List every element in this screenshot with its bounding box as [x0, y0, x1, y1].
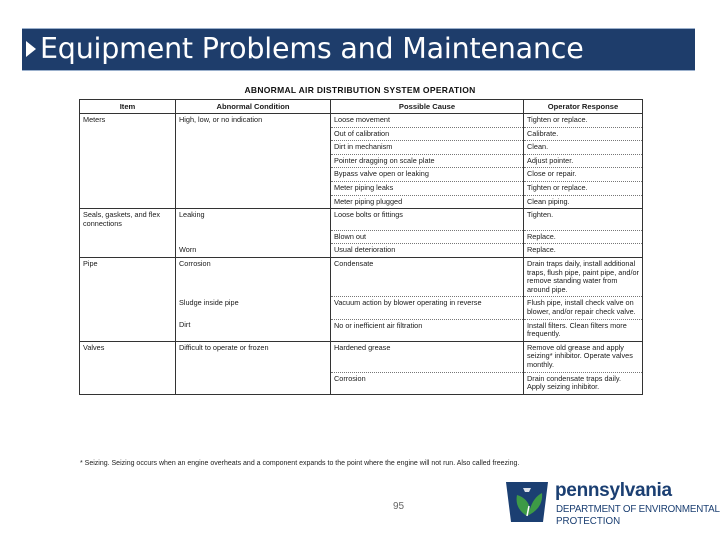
cell-cause: Meter piping leaks [331, 181, 524, 195]
table-row [80, 195, 643, 209]
cell-item [80, 195, 176, 209]
cell-condition [176, 127, 331, 141]
cell-response: Install filters. Clean filters more frequently. [524, 319, 643, 341]
logo-protection: PROTECTION [556, 516, 621, 527]
cell-cause: Corrosion [331, 372, 524, 394]
table-row [80, 114, 643, 128]
table-row [80, 209, 643, 231]
cell-condition: Leaking [176, 209, 331, 231]
keystone-leaf-icon [503, 478, 551, 526]
table-row [80, 230, 643, 244]
cell-response: Tighten or replace. [524, 114, 643, 128]
cell-condition [176, 230, 331, 244]
table-header-row [80, 100, 643, 114]
cell-response: Tighten or replace. [524, 181, 643, 195]
cell-item [80, 127, 176, 141]
logo-name: pennsylvania [555, 480, 672, 501]
table-row [80, 141, 643, 155]
header-operator-response: Operator Response [524, 100, 643, 114]
cell-cause: No or inefficient air filtration [331, 319, 524, 341]
cell-response: Drain condensate traps daily. Apply seizing inhibitor. [524, 372, 643, 394]
cell-response: Adjust pointer. [524, 154, 643, 168]
cell-response: Drain traps daily, install additional traps, flush pipe, paint pipe, and/or remove standing water from around pipe. [524, 258, 643, 297]
cell-condition: High, low, or no indication [176, 114, 331, 128]
cell-response: Replace. [524, 230, 643, 244]
cell-item [80, 181, 176, 195]
table-row [80, 154, 643, 168]
cell-item [80, 244, 176, 258]
maintenance-table [79, 99, 643, 395]
cell-cause: Meter piping plugged [331, 195, 524, 209]
table-row [80, 341, 643, 372]
cell-item [80, 372, 176, 394]
cell-cause: Blown out [331, 230, 524, 244]
cell-item [80, 319, 176, 341]
cell-response: Clean. [524, 141, 643, 155]
logo-department: DEPARTMENT OF ENVIRONMENTAL [556, 504, 720, 515]
header-possible-cause: Possible Cause [331, 100, 524, 114]
header-item: Item [80, 100, 176, 114]
table-row [80, 372, 643, 394]
cell-cause: Out of calibration [331, 127, 524, 141]
cell-condition [176, 195, 331, 209]
cell-cause: Pointer dragging on scale plate [331, 154, 524, 168]
table-row [80, 297, 643, 319]
cell-item: Seals, gaskets, and flex connections [80, 209, 176, 231]
cell-item [80, 297, 176, 319]
footnote: * Seizing. Seizing occurs when an engine overheats and a component expands to the point where the engine will not run. Also called freezing. [80, 460, 520, 467]
cell-cause: Usual deterioration [331, 244, 524, 258]
table-row [80, 168, 643, 182]
cell-item: Pipe [80, 258, 176, 297]
table-row [80, 127, 643, 141]
cell-condition: Difficult to operate or frozen [176, 341, 331, 372]
cell-cause: Dirt in mechanism [331, 141, 524, 155]
cell-cause: Vacuum action by blower operating in reverse [331, 297, 524, 319]
cell-condition [176, 168, 331, 182]
cell-condition: Sludge inside pipe [176, 297, 331, 319]
cell-item [80, 154, 176, 168]
document-title: ABNORMAL AIR DISTRIBUTION SYSTEM OPERATION [244, 85, 476, 95]
cell-response: Clean piping. [524, 195, 643, 209]
cell-item [80, 168, 176, 182]
cell-condition: Corrosion [176, 258, 331, 297]
cell-cause: Loose bolts or fittings [331, 209, 524, 231]
table-row [80, 319, 643, 341]
cell-response: Remove old grease and apply seizing* inhibitor. Operate valves monthly. [524, 341, 643, 372]
cell-condition: Worn [176, 244, 331, 258]
cell-response: Close or repair. [524, 168, 643, 182]
cell-cause: Condensate [331, 258, 524, 297]
cell-response: Replace. [524, 244, 643, 258]
cell-item [80, 141, 176, 155]
cell-item: Valves [80, 341, 176, 372]
pennsylvania-dep-logo [503, 478, 718, 538]
cell-condition: Dirt [176, 319, 331, 341]
slide-title: Equipment Problems and Maintenance [40, 32, 584, 65]
cell-response: Tighten. [524, 209, 643, 231]
table-row [80, 181, 643, 195]
cell-condition [176, 141, 331, 155]
table-row [80, 258, 643, 297]
cell-response: Calibrate. [524, 127, 643, 141]
cell-cause: Hardened grease [331, 341, 524, 372]
cell-item [80, 230, 176, 244]
page-number: 95 [393, 501, 405, 512]
table-row [80, 244, 643, 258]
arrow-bullet-icon [26, 41, 36, 57]
cell-condition [176, 154, 331, 168]
cell-cause: Loose movement [331, 114, 524, 128]
cell-cause: Bypass valve open or leaking [331, 168, 524, 182]
cell-condition [176, 372, 331, 394]
cell-item: Meters [80, 114, 176, 128]
header-abnormal-condition: Abnormal Condition [176, 100, 331, 114]
cell-response: Flush pipe, install check valve on blower, and/or repair check valve. [524, 297, 643, 319]
cell-condition [176, 181, 331, 195]
